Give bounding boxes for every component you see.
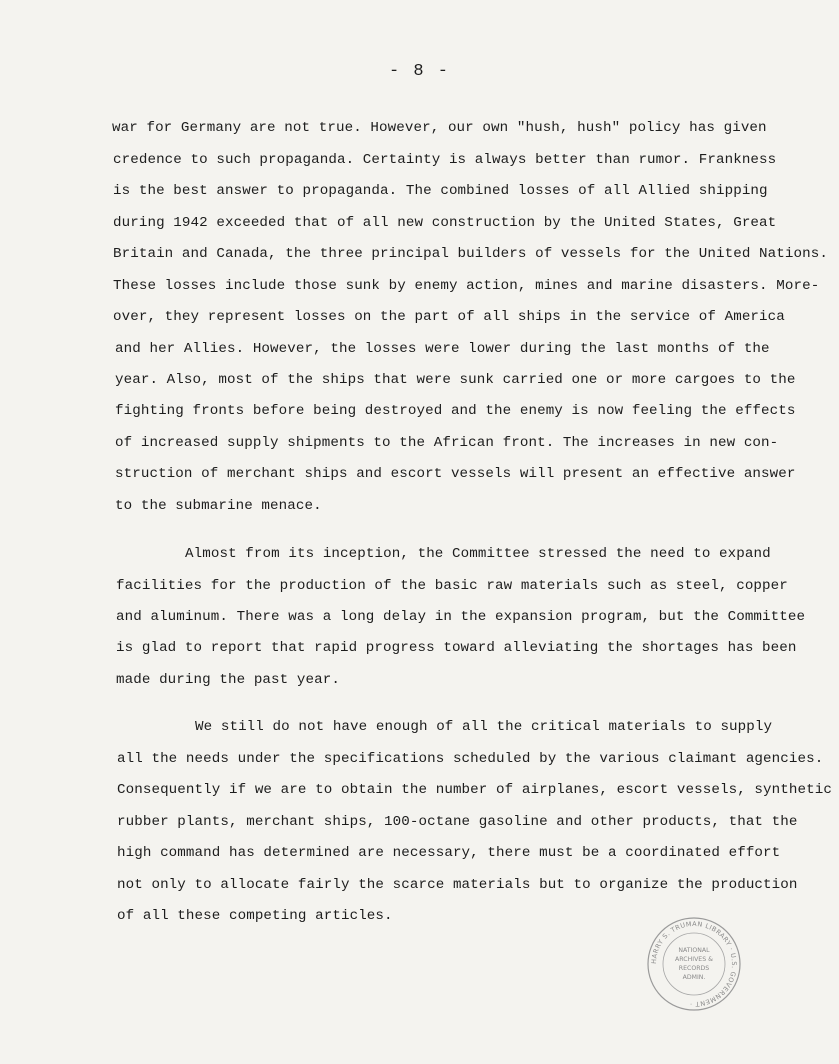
- svg-text:ADMIN.: ADMIN.: [682, 974, 706, 981]
- text-line: made during the past year.: [116, 672, 340, 688]
- svg-text:HARRY S. TRUMAN LIBRARY · U.S.: HARRY S. TRUMAN LIBRARY · U.S. GOVERNMENT ·: [649, 919, 739, 1009]
- text-line: fighting fronts before being destroyed and the enemy is now feeling the effects: [115, 403, 796, 419]
- text-line: war for Germany are not true. However, our own "hush, hush" policy has given: [112, 120, 767, 136]
- text-line: not only to allocate fairly the scarce materials but to organize the production: [117, 877, 798, 893]
- text-line: to the submarine menace.: [115, 498, 322, 514]
- text-line: struction of merchant ships and escort vessels will present an effective answer: [115, 466, 796, 482]
- text-line: is glad to report that rapid progress toward alleviating the shortages has been: [116, 640, 797, 656]
- text-line: year. Also, most of the ships that were sunk carried one or more cargoes to the: [115, 372, 796, 388]
- archive-stamp-seal: [646, 916, 742, 1012]
- svg-text:NATIONAL: NATIONAL: [678, 947, 710, 954]
- text-line: credence to such propaganda. Certainty is always better than rumor. Frankness: [113, 152, 777, 168]
- text-line: of all these competing articles.: [117, 908, 393, 924]
- text-line: and her Allies. However, the losses were lower during the last months of the: [115, 341, 770, 357]
- text-line: high command has determined are necessary, there must be a coordinated effort: [117, 845, 781, 861]
- text-line: Almost from its inception, the Committee stressed the need to expand: [185, 546, 771, 562]
- svg-text:RECORDS: RECORDS: [678, 965, 710, 972]
- text-line: of increased supply shipments to the African front. The increases in new con-: [115, 435, 779, 451]
- text-line: facilities for the production of the basic raw materials such as steel, copper: [116, 578, 788, 594]
- text-line: These losses include those sunk by enemy action, mines and marine disasters. More-: [113, 278, 820, 294]
- text-line: rubber plants, merchant ships, 100-octane gasoline and other products, that the: [117, 814, 798, 830]
- text-line: over, they represent losses on the part of all ships in the service of America: [113, 309, 785, 325]
- text-line: during 1942 exceeded that of all new construction by the United States, Great: [113, 215, 777, 231]
- text-line: all the needs under the specifications scheduled by the various claimant agencies.: [117, 751, 824, 767]
- text-line: We still do not have enough of all the critical materials to supply: [195, 719, 773, 735]
- svg-text:ARCHIVES &: ARCHIVES &: [675, 956, 713, 963]
- text-line: and aluminum. There was a long delay in the expansion program, but the Committee: [116, 609, 806, 625]
- text-line: Britain and Canada, the three principal builders of vessels for the United Nations.: [113, 246, 828, 262]
- text-line: Consequently if we are to obtain the number of airplanes, escort vessels, synthetic: [117, 782, 832, 798]
- text-line: is the best answer to propaganda. The combined losses of all Allied shipping: [113, 183, 768, 199]
- page-number: - 8 -: [388, 62, 450, 81]
